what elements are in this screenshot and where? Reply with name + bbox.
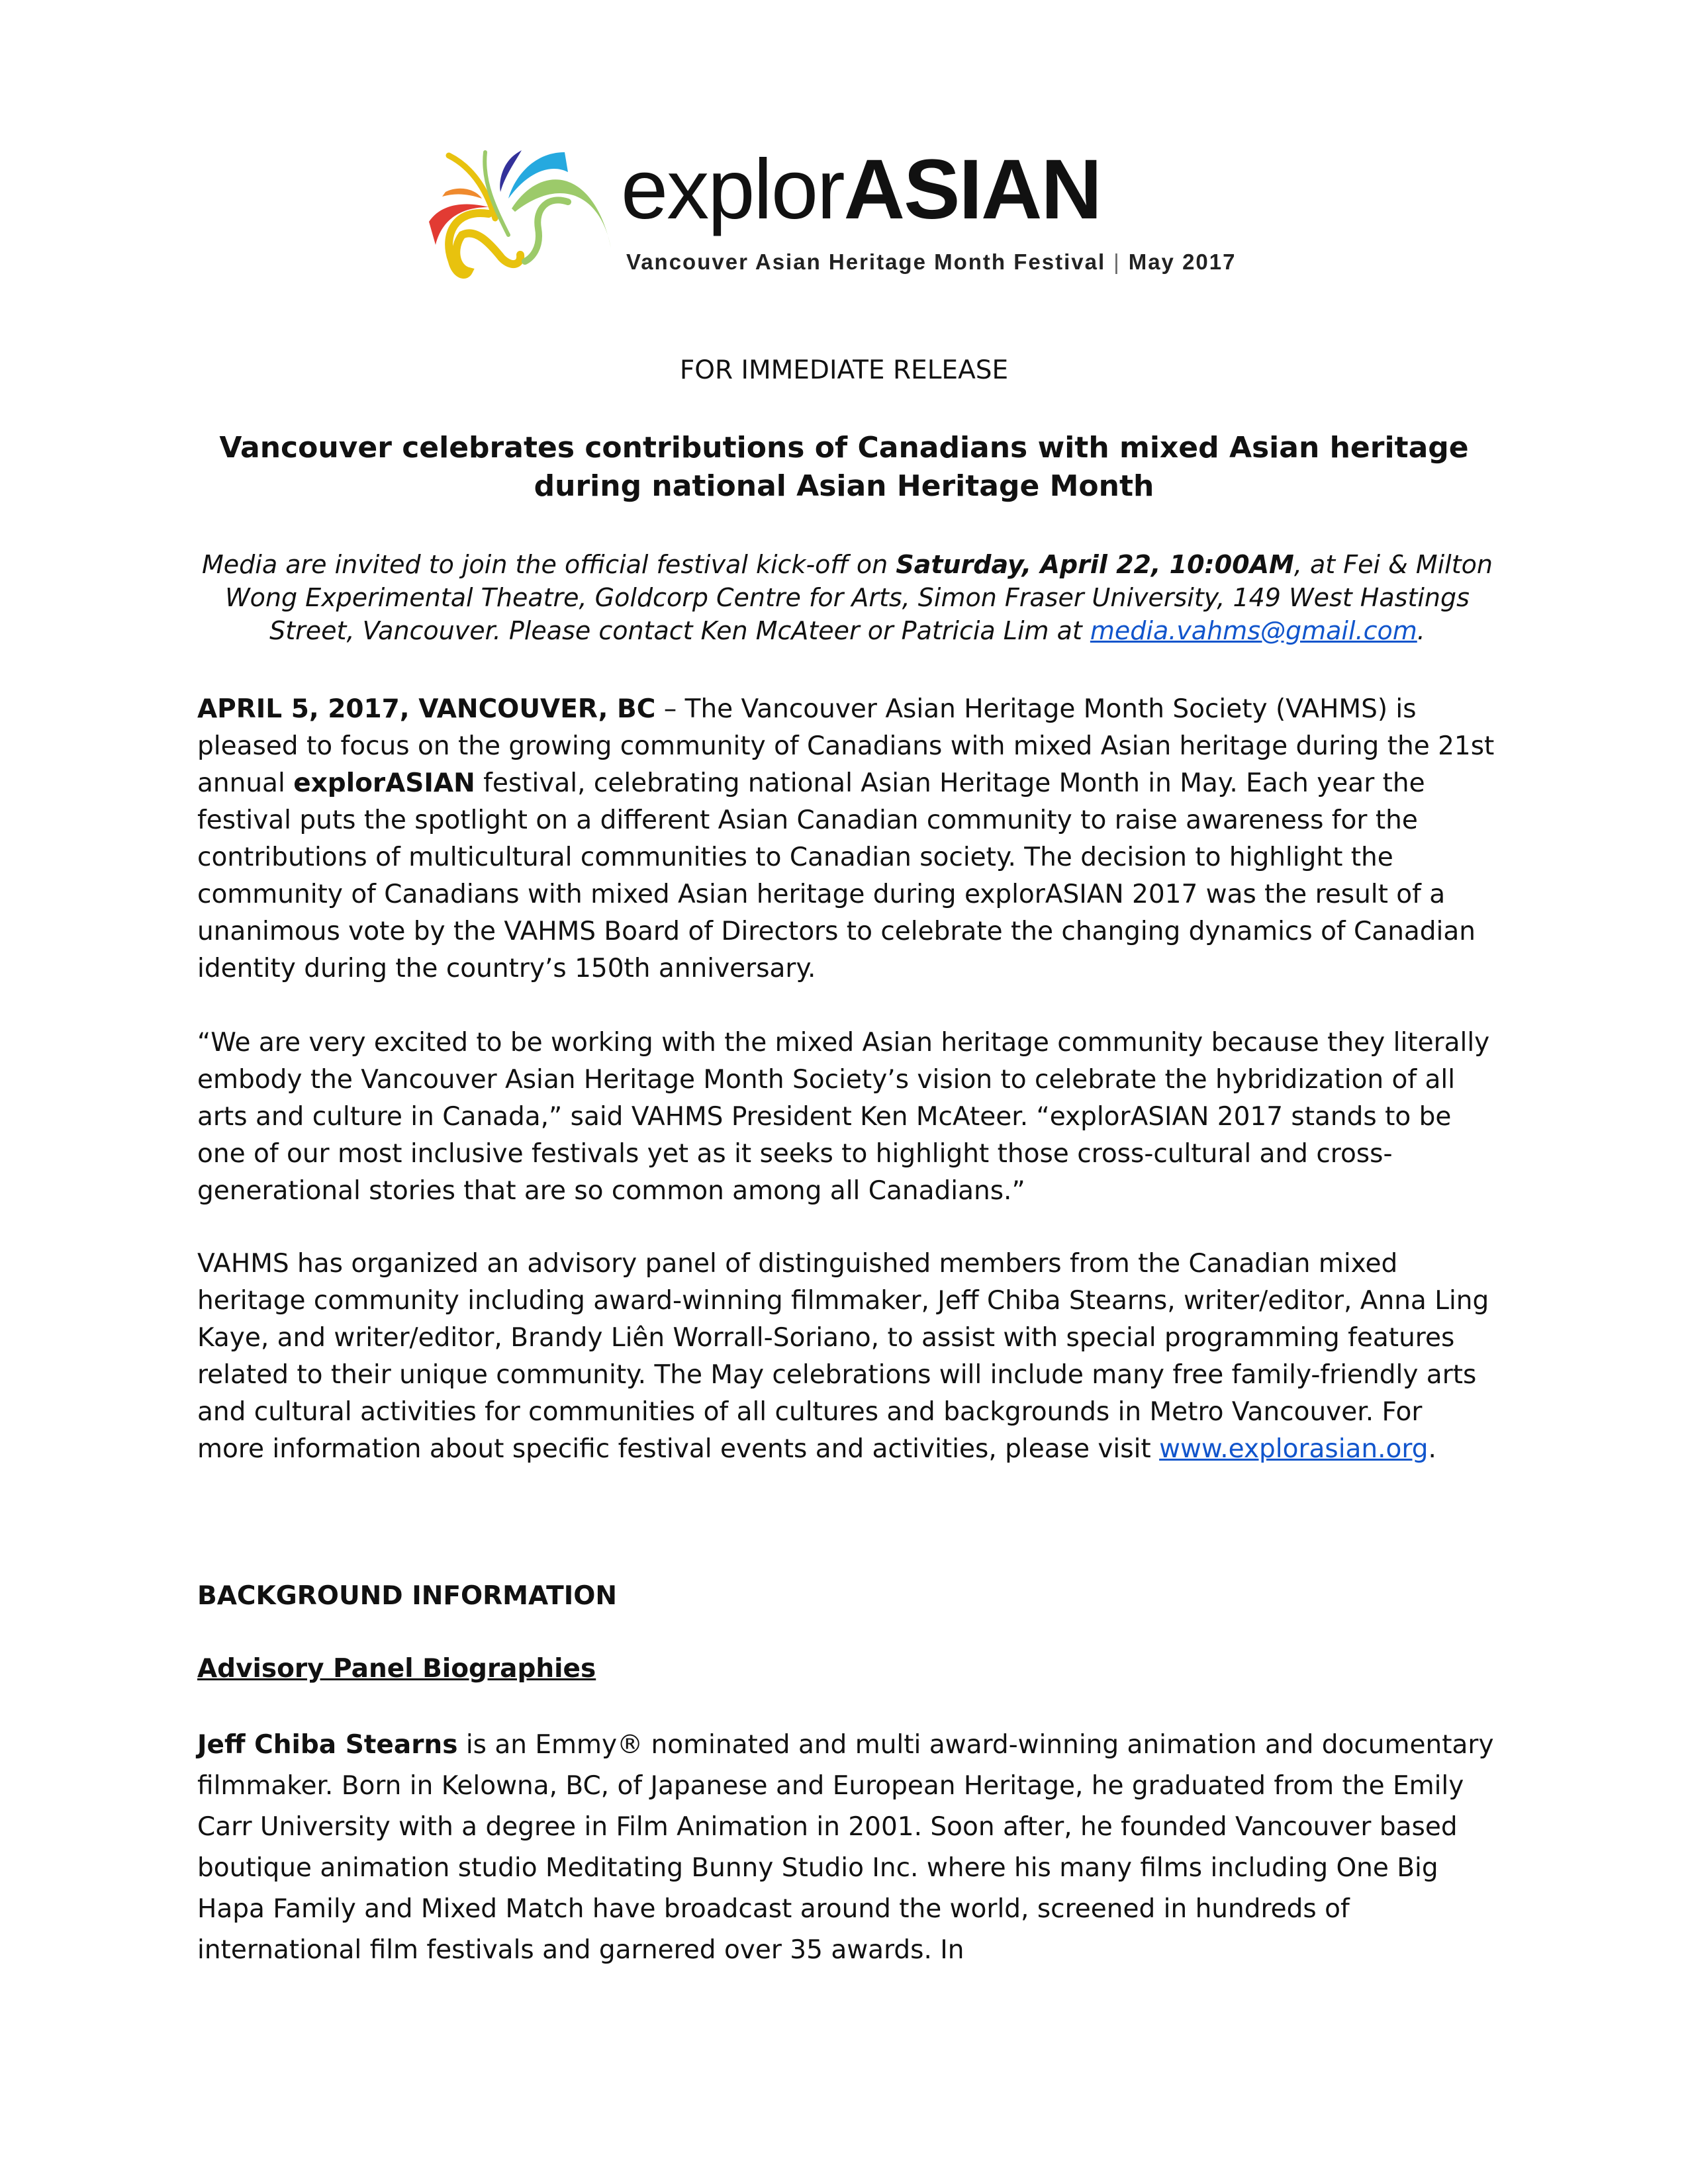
logo-tagline — [626, 250, 1237, 275]
page-title: Vancouver celebrates contributions of Canadians with mixed Asian heritage during national Asian Heritage Month — [219, 431, 1469, 503]
bio-text: is an Emmy® nominated and multi award-winning animation and documentary filmmaker. Born in Kelowna, BC, of Japanese and European Heritage, he graduated from the Emily Carr University with a degree in Film Animation in 2001. Soon after, he founded Vancouver based boutique animation studio Meditating Bunny Studio Inc. where his many films including One Big Hapa Family and Mixed Match have broadcast around the world, screened in hundreds of international film festivals and garnered over 35 awards. In — [197, 1730, 1494, 1965]
dateline: APRIL 5, 2017, VANCOUVER, BC — [197, 694, 656, 724]
tagline-separator: | — [1113, 250, 1121, 274]
media-email-link[interactable]: media.vahms@gmail.com — [1090, 616, 1417, 645]
background-heading: BACKGROUND INFORMATION — [197, 1581, 618, 1611]
bio-jeff-chiba-stearns — [197, 1725, 1495, 1971]
paragraph-end: . — [1428, 1434, 1436, 1464]
festival-name: explorASIAN — [293, 768, 475, 798]
wordmark-light: explor — [621, 142, 844, 237]
paragraph-text: VAHMS has organized an advisory panel of distinguished members from the Canadian mixed heritage community including award-winning filmmaker, Jeff Chiba Stearns, writer/editor, Anna Ling Kaye, and writer/editor, Brandy Liên Worrall-Soriano, to assist with special programming features related to their unique community. The May celebrations will include many free family-friendly arts and cultural activities for communities of all cultures and backgrounds in Metro Vancouver. For more information about specific festival events and activities, please visit — [197, 1249, 1489, 1464]
invite-end: . — [1417, 616, 1425, 645]
advisory-heading: Advisory Panel Biographies — [197, 1654, 596, 1684]
advisory-paragraph — [197, 1246, 1495, 1468]
invite-date: Saturday, April 22, 10:00AM — [896, 550, 1294, 579]
festival-flower-icon — [416, 136, 621, 288]
tagline-date: May 2017 — [1128, 250, 1237, 274]
president-quote: “We are very excited to be working with the mixed Asian heritage community because they literally embody the Vancouver Asian Heritage Month Society’s vision to celebrate the hybridization of all arts and culture in Canada,” said VAHMS President Ken McAteer. “explorASIAN 2017 stands to be one of our most inclusive festivals yet as it seeks to highlight those cross-cultural and cross-generational stories that are so common among all Canadians.” — [197, 1028, 1490, 1206]
paragraph-text: festival, celebrating national Asian Heritage Month in May. Each year the festival puts the spotlight on a different Asian Canadian community to raise awareness for the contributions of multicultural communities to Canadian society. The decision to highlight the community of Canadians with mixed Asian heritage during explorASIAN 2017 was the result of a unanimous vote by the VAHMS Board of Directors to celebrate the changing dynamics of Canadian identity during the country’s 150th anniversary. — [197, 768, 1476, 983]
announcement-paragraph — [197, 691, 1495, 987]
release-label: FOR IMMEDIATE RELEASE — [679, 355, 1009, 385]
invite-location: , at Fei & Milton Wong Experimental Theatre, Goldcorp Centre for Arts, Simon Fraser University, 149 West Hastings Street, Vancouver. Please contact Ken McAteer or Patricia Lim at — [225, 550, 1493, 645]
explorasian-logo — [416, 136, 1276, 288]
wordmark-heavy: ASIAN — [843, 142, 1101, 237]
bio-name: Jeff Chiba Stearns — [197, 1730, 458, 1760]
paragraph-text: – The Vancouver Asian Heritage Month Society (VAHMS) is pleased to focus on the growing community of Canadians with mixed Asian heritage during the 21st annual — [197, 694, 1495, 798]
logo-wordmark — [621, 142, 1101, 237]
website-link[interactable]: www.explorasian.org — [1159, 1434, 1429, 1464]
invite-text: Media are invited to join the official festival kick-off on — [202, 550, 896, 579]
media-invitation — [185, 548, 1509, 647]
tagline-festival: Vancouver Asian Heritage Month Festival — [626, 250, 1106, 274]
